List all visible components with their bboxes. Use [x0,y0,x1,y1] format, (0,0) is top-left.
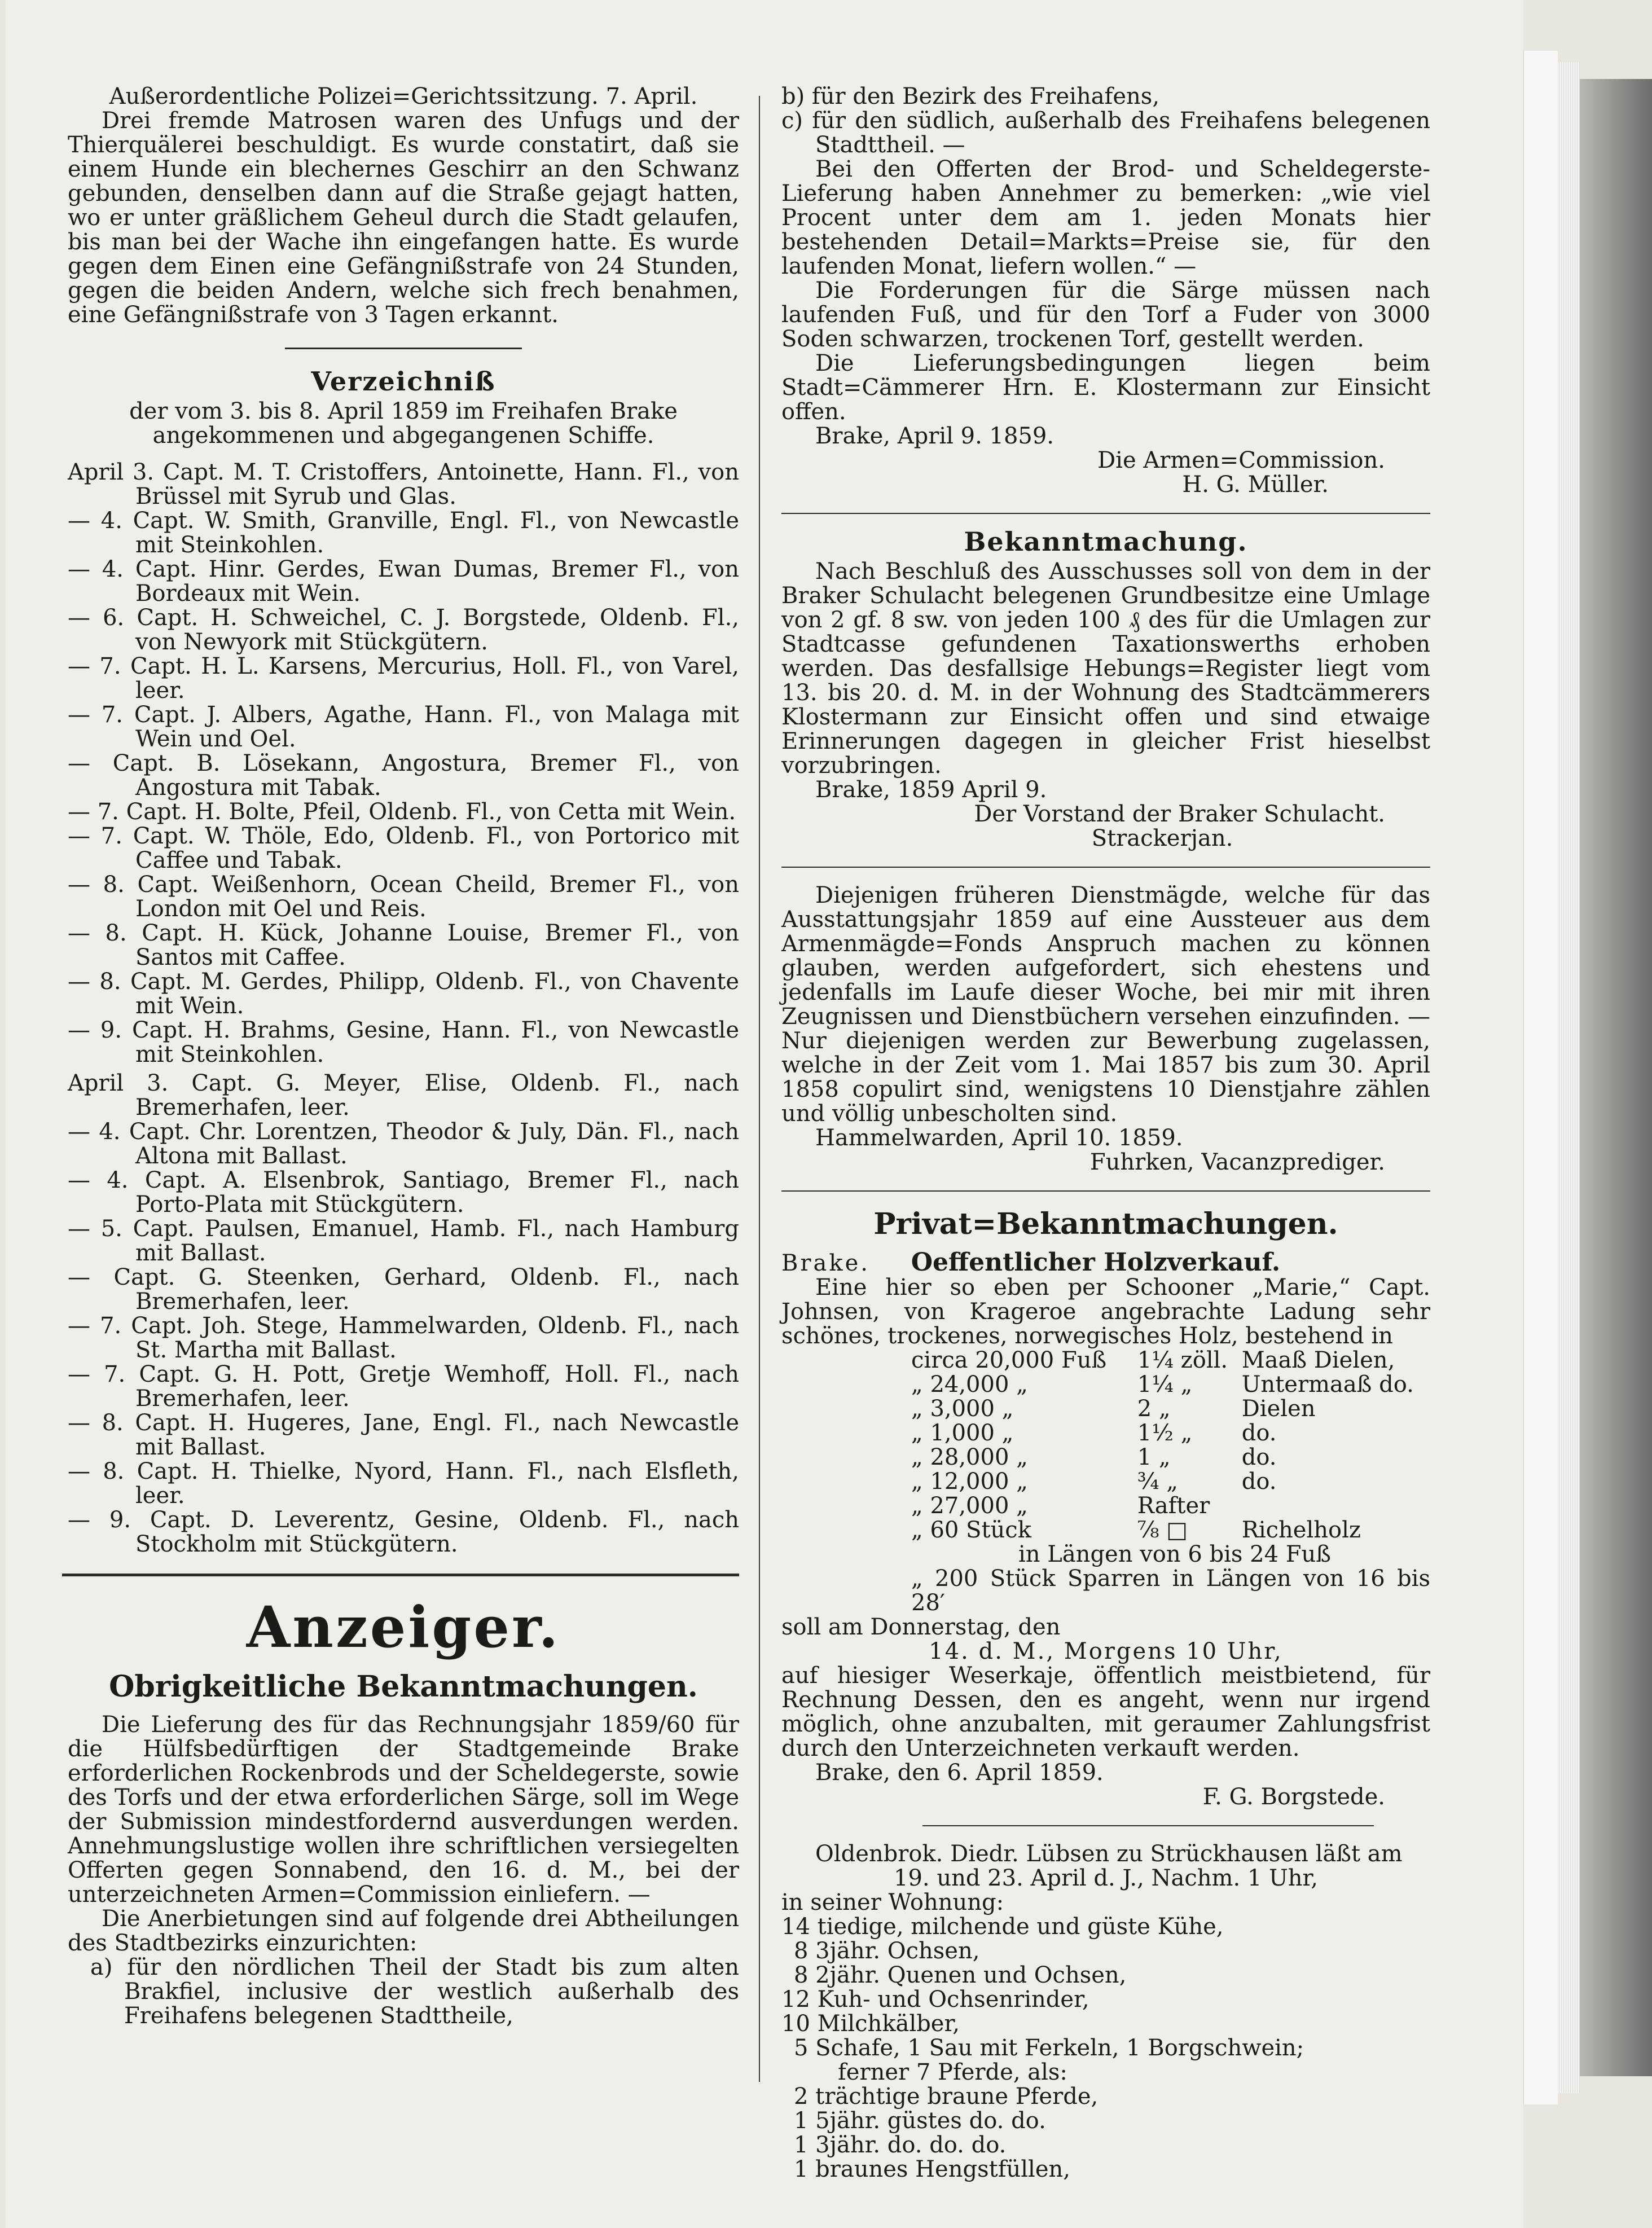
book-binding-shadow [1580,79,1652,2076]
list-item: — 7. Capt. H. L. Karsens, Mercurius, Holl. Fl., von Varel, leer. [68,653,739,704]
list-item: — 4. Capt. Hinr. Gerdes, Ewan Dumas, Bremer Fl., von Bordeaux mit Wein. [68,556,739,607]
section-divider [922,1825,1374,1826]
list-item: 1 5jähr. güstes do. do. [794,2108,1046,2134]
announcement-title: Bekanntmachung. [964,526,1248,557]
table-row: „ 28,000 „ 1 „ do. [911,1444,1277,1470]
list-item: April 3. Capt. M. T. Cristoffers, Antoinette, Hann. Fl., von Brüssel mit Syrub und Glas. [68,459,739,509]
auction-line-2: 19. und 23. April d. J., Nachm. 1 Uhr, [894,1865,1318,1891]
departed-ships-list [68,1071,739,1557]
list-item: — 6. Capt. H. Schweichel, C. J. Borgstede, Oldenb. Fl., von Newyork mit Stückgütern. [68,605,739,655]
auction-line-1: Oldenbrok. Diedr. Lübsen zu Strückhausen läßt am [815,1841,1403,1867]
announcement-text: Nach Beschluß des Ausschusses soll von dem in der Braker Schulacht belegenen Grundbesitze eine Umlage von 2 gf. 8 sw. von jeden 100 ₰ des für die Umlagen zur Stadtcasse gefundenen Taxationswerths erhoben werden. Das desfallsige Hebungs=Register liegt vom 13. bis 20. d. M. in der Wohnung des Stadtcämmerers Klostermann zur Einsicht offen und sind etwaige Erinnerungen dagegen in gleicher Frist hieselbst vorzubringen. [781,559,1430,779]
supply-divisions-text: Die Anerbietungen sind auf folgende drei Abtheilungen des Stadtbezirks einzurichten: [68,1906,739,1956]
wood-sale-date: 14. d. M., Morgens 10 Uhr, [929,1638,1283,1664]
ship-list-subtitle: der vom 3. bis 8. April 1859 im Freihafen Brake angekommenen und abgegangenen Schiffe. [129,398,678,449]
anzeiger-title: Anzeiger. [246,1594,561,1660]
list-item: — 4. Capt. Chr. Lorentzen, Theodor & July, Dän. Fl., nach Altona mit Ballast. [68,1119,739,1169]
notice-date: Brake, April 9. 1859. [815,423,1055,449]
list-item: — 8. Capt. M. Gerdes, Philipp, Oldenb. Fl., von Chavente mit Wein. [68,969,739,1019]
wood-sale-title: Oeffentlicher Holzverkauf. [911,1248,1281,1277]
list-item: 2 trächtige braune Pferde, [794,2084,1099,2110]
private-notices-title: Privat=Bekanntmachungen. [873,1207,1338,1241]
table-row: „ 24,000 „ 1¼ „ Untermaaß do. [911,1372,1414,1398]
list-item: 1 braunes Hengstfüllen, [794,2156,1070,2182]
section-divider [781,867,1430,868]
list-item: — 8. Capt. H. Thielke, Nyord, Hann. Fl., nach Elsfleth, leer. [68,1458,739,1509]
wood-inventory-table [781,1348,1430,1543]
list-item: 12 Kuh- und Ochsenrinder, [781,1987,1089,2012]
supply-division-c: c) für den südlich, außerhalb des Freihafens belegenen Stadttheil. — [781,108,1430,158]
section-divider [781,513,1430,514]
signature-school-board: Der Vorstand der Braker Schulacht. [974,801,1385,827]
police-session-text: Drei fremde Matrosen waren des Unfugs und der Thierquälerei beschuldigt. Es wurde constatirt, daß sie einem Hunde ein blechernes Geschirr an den Schwanz gebunden, denselben dann auf die Straße gejagt hatten, wo er unter gräßlichem Geheul durch die Stadt gelaufen, bis man bei der Wache ihn eingefangen hatte. Es wurde gegen dem Einen eine Gefängnißstrafe von 24 Stunden, gegen die beiden Andern, welche sich frech benahmen, eine Gefängnißstrafe von 3 Tagen erkannt. [68,108,739,328]
supply-division-a: a) für den nördlichen Theil der Stadt bis zum alten Brakfiel, inclusive der westlich außerhalb des Freihafens belegenen Stadttheile, [90,1954,739,2029]
signature-name: H. G. Müller. [1182,472,1329,498]
list-item: — Capt. B. Lösekann, Angostura, Bremer Fl., von Angostura mit Tabak. [68,750,739,801]
supply-notice-text: Die Lieferung des für das Rechnungsjahr 1859/60 für die Hülfsbedürftigen der Stadtgemeinde Brake erforderlichen Rockenbrods und der Scheldegerste, sowie des Torfs und der etwa erforderlichen Särge, soll im Wege der Submission mindestfordernd ausverdungen werden. Annehmungslustige wollen ihre schriftlichen versiegelten Offerten gegen Sonnabend, den 16. d. M., bei der unterzeichneten Armen=Commission einliefern. — [68,1712,739,1908]
table-row: „ 3,000 „ 2 „ Dielen [911,1396,1316,1422]
arrived-ships-list [68,460,739,1067]
list-item: — 8. Capt. Weißenhorn, Ocean Cheild, Bremer Fl., von London mit Oel und Reis. [68,872,739,922]
delivery-conditions-text: Die Lieferungsbedingungen liegen beim Stadt=Cämmerer Hrn. E. Klostermann zur Einsicht offen. [781,350,1430,425]
announcement-date: Brake, 1859 April 9. [815,777,1047,803]
list-item: — 7. Capt. W. Thöle, Edo, Oldenb. Fl., von Portorico mit Caffee und Tabak. [68,823,739,873]
table-row: „ 60 Stück ⅞ □ Richelholz [911,1517,1361,1543]
police-session-title: Außerordentliche Polizei=Gerichtssitzung. 7. April. [109,84,698,109]
table-row: „ 12,000 „ ¾ „ do. [911,1469,1277,1495]
wood-sale-place: Brake. [781,1250,870,1276]
wood-sale-notice-date: Brake, den 6. April 1859. [815,1760,1104,1786]
list-item: — 7. Capt. J. Albers, Agathe, Hann. Fl., von Malaga mit Wein und Oel. [68,702,739,752]
signature-seller: F. G. Borgstede. [1202,1784,1385,1810]
table-row: „ 27,000 „ Rafter [911,1493,1210,1519]
maid-notice-text: Diejenigen früheren Dienstmägde, welche für das Ausstattungsjahr 1859 auf eine Aussteuer aus dem Armenmägde=Fonds Anspruch machen zu können glauben, werden aufgefordert, sich ehestens und jedenfalls im Laufe dieser Woche, bei mir mit ihren Zeugnissen und Dienstbüchern versehen einzufinden. — Nur diejenigen werden zur Bewerbung zugelassen, welche in der Zeit vom 1. Mai 1857 bis zum 30. April 1858 copulirt sind, wenigstens 10 Dienstjahre zählen und völlig unbescholten sind. [781,882,1430,1127]
wood-sale-heading [781,1250,1430,1276]
list-item: 14 tiedige, milchende und güste Kühe, [781,1914,1224,1940]
offer-conditions-text: Bei den Offerten der Brod- und Scheldegerste-Lieferung haben Annehmer zu bemerken: „wie viel Procent unter dem am 1. jeden Monats hier bestehenden Detail=Markts=Preise sie, für den laufenden Monat, liefern wollen.“ — [781,156,1430,279]
list-item: — 9. Capt. H. Brahms, Gesine, Hann. Fl., von Newcastle mit Steinkohlen. [68,1017,739,1067]
supply-division-b: b) für den Bezirk des Freihafens, [781,84,1160,109]
coffin-peat-text: Die Forderungen für die Särge müssen nach laufenden Fuß, und für den Torf a Fuder von 3000 Soden schwarzen, trockenen Torf, gestellt werden. [781,278,1430,352]
wood-sale-intro: Eine hier so eben per Schooner „Marie,“ Capt. Johnsen, von Krageroe angebrachte Ladung sehr schönes, trockenes, norwegisches Holz, bestehend in [781,1275,1430,1349]
wood-lengths-2: „ 200 Stück Sparren in Längen von 16 bis 28′ [911,1566,1430,1616]
official-notices-title: Obrigkeitliche Bekanntmachungen. [109,1669,698,1704]
list-item: — Capt. G. Steenken, Gerhard, Oldenb. Fl., nach Bremerhafen, leer. [68,1264,739,1315]
maid-notice-date: Hammelwarden, April 10. 1859. [815,1125,1183,1151]
ship-list-title: Verzeichniß [311,366,496,397]
table-row: circa 20,000 Fuß 1¼ zöll. Maaß Dielen, [911,1347,1395,1373]
page-stack [1557,62,1580,2093]
table-row: „ 1,000 „ 1½ „ do. [911,1420,1277,1446]
list-item: — 8. Capt. H. Kück, Johanne Louise, Bremer Fl., von Santos mit Caffee. [68,920,739,970]
section-rule [62,1574,739,1576]
list-item: April 3. Capt. G. Meyer, Elise, Oldenb. Fl., nach Bremerhafen, leer. [68,1070,739,1120]
list-item: — 4. Capt. W. Smith, Granville, Engl. Fl., von Newcastle mit Steinkohlen. [68,508,739,558]
signature-commission: Die Armen=Commission. [1097,447,1385,473]
list-item: — 5. Capt. Paulsen, Emanuel, Hamb. Fl., nach Hamburg mit Ballast. [68,1216,739,1266]
column-divider [759,96,760,2082]
list-item: 5 Schafe, 1 Sau mit Ferkeln, 1 Borgschwein; [794,2035,1304,2061]
page-edge [1523,51,1558,2104]
list-item: 8 2jähr. Quenen und Ochsen, [794,1962,1127,1988]
list-item: — 7. Capt. Joh. Stege, Hammelwarden, Oldenb. Fl., nach St. Martha mit Ballast. [68,1313,739,1363]
list-item: 10 Milchkälber, [781,2011,960,2037]
right-column [781,85,1430,2182]
list-item: — 7. Capt. G. H. Pott, Gretje Wemhoff, Holl. Fl., nach Bremerhafen, leer. [68,1361,739,1412]
section-divider [285,348,522,349]
left-column [68,85,739,2028]
signature-name: Strackerjan. [1091,825,1233,851]
list-item: — 9. Capt. D. Leverentz, Gesine, Oldenb. Fl., nach Stockholm mit Stückgütern. [68,1507,739,1557]
list-item: 1 3jähr. do. do. do. [794,2132,1007,2158]
list-item: ferner 7 Pferde, als: [838,2059,1067,2085]
list-item: — 8. Capt. H. Hugeres, Jane, Engl. Fl., nach Newcastle mit Ballast. [68,1410,739,1460]
auction-line-3: in seiner Wohnung: [781,1889,1004,1915]
signature-preacher: Fuhrken, Vacanzprediger. [1089,1149,1385,1175]
section-divider [781,1190,1430,1192]
auction-items-list [781,1915,1430,2182]
list-item: — 4. Capt. A. Elsenbrok, Santiago, Bremer Fl., nach Porto-Plata mit Stückgütern. [68,1167,739,1218]
list-item: — 7. Capt. H. Bolte, Pfeil, Oldenb. Fl., von Cetta mit Wein. [68,799,736,825]
wood-sale-terms: auf hiesiger Weserkaje, öffentlich meistbietend, für Rechnung Dessen, den es angeht, wenn nur irgend möglich, ohne anzubalten, mit geraumer Zahlungsfrist durch den Unterzeichneten verkauft werden. [781,1663,1430,1761]
wood-lengths-1: in Längen von 6 bis 24 Fuß [1018,1541,1332,1567]
wood-sale-date-intro: soll am Donnerstag, den [781,1614,1061,1640]
list-item: 8 3jähr. Ochsen, [794,1938,980,1964]
